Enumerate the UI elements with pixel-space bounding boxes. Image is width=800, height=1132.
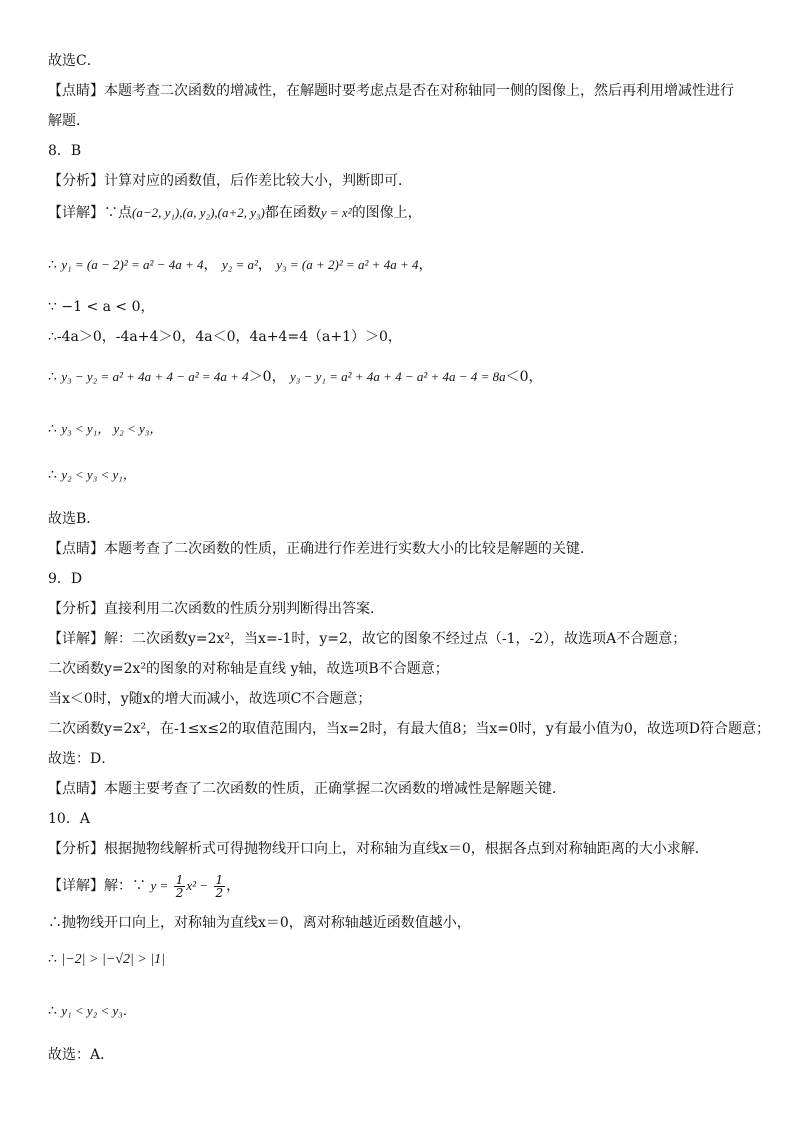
- math-line: [48, 872, 240, 900]
- text-line: 二次函数y=2x²的图象的对称轴是直线 y轴，故选项B不合题意；: [48, 661, 449, 677]
- text-run: 都在函数: [264, 205, 321, 221]
- text-run: 【详解】∵点: [48, 205, 132, 221]
- text-line: 故选C．: [48, 53, 101, 69]
- text-run: ，: [226, 878, 241, 894]
- fraction-denominator: 2: [175, 885, 184, 900]
- math-line: [48, 950, 165, 969]
- therefore-symbol: ∴: [48, 467, 57, 483]
- question-number: 9．D: [48, 571, 83, 587]
- fraction-denominator: 2: [215, 885, 224, 900]
- text-line: ∴抛物线开口向上，对称轴为直线x＝0，离对称轴越近函数值越小，: [48, 915, 471, 931]
- math-expression: y₁ = (a − 2)² = a² − 4a + 4: [61, 257, 204, 272]
- fraction: [174, 874, 186, 899]
- fraction: [214, 874, 226, 899]
- math-line: ∵ −1 < a < 0，: [48, 299, 155, 315]
- math-expression: x² −: [186, 878, 209, 893]
- text-line: 【分析】直接利用二次函数的性质分别判断得出答案．: [48, 601, 384, 617]
- text-run: 【详解】解：∵: [48, 878, 146, 894]
- therefore-symbol: ∴: [48, 951, 57, 967]
- text-line: 二次函数y=2x²，在-1≤x≤2的取值范围内，当x=2时，有最大值8；当x=0时，y有最小值为0，故选项D符合题意；: [48, 721, 770, 737]
- text-line: 解题．: [48, 113, 90, 129]
- text-line: 故选：A．: [48, 1047, 115, 1063]
- math-line: ∴ y₁ = (a − 2)² = a² − 4a + 4， y₂ = a²， y₃ = (a + 2)² = a² + 4a + 4，: [48, 257, 433, 273]
- math-expression: y = x²: [320, 205, 352, 220]
- therefore-symbol: ∴: [48, 1003, 57, 1019]
- math-expression: |−2| > |−√2| > |1|: [61, 952, 165, 967]
- math-line: [48, 466, 136, 484]
- math-expression: y₂ = a²: [221, 257, 258, 272]
- text-line: 【分析】根据抛物线解析式可得抛物线开口向上，对称轴为直线x＝0，根据各点到对称轴距离的大小求解．: [48, 841, 709, 857]
- text-line: 【点睛】本题考查了二次函数的性质，正确进行作差进行实数大小的比较是解题的关键．: [48, 541, 594, 557]
- question-number: 10．A: [48, 811, 90, 827]
- text-line: 当x＜0时，y随x的增大而减小，故选项C不合题意；: [48, 691, 372, 707]
- text-line: 【点睛】本题主要考查了二次函数的性质，正确掌握二次函数的增减性是解题关键．: [48, 781, 566, 797]
- math-line: ∴-4a＞0，-4a+4＞0，4a＜0，4a+4=4（a+1）＞0，: [48, 329, 402, 345]
- math-expression: y₃ − y₁ = a² + 4a + 4 − a² + 4a − 4 = 8a: [290, 369, 506, 384]
- fraction-numerator: 1: [175, 872, 184, 887]
- therefore-symbol: ∴: [48, 421, 57, 437]
- text-run: 的图像上，: [351, 205, 422, 221]
- therefore-symbol: ∴: [48, 257, 57, 273]
- therefore-symbol: ∴: [48, 369, 57, 385]
- text-line: [48, 204, 422, 222]
- math-expression: y =: [150, 878, 169, 893]
- text-line: 故选B．: [48, 511, 101, 527]
- math-expression: y₃ = (a + 2)² = a² + 4a + 4: [276, 257, 419, 272]
- text-line: 【详解】解：二次函数y=2x²，当x=-1时，y=2，故它的图象不经过点（-1，-2），故选项A不合题意；: [48, 631, 687, 647]
- math-line: [48, 420, 162, 438]
- question-number: 8．B: [48, 143, 82, 159]
- math-expression: y₃ < y₁， y₂ < y₃，: [61, 421, 163, 436]
- fraction-numerator: 1: [215, 872, 224, 887]
- text-line: 【点睛】本题考查二次函数的增减性，在解题时要考虑点是否在对称轴同一侧的图像上，然后再利用增减性进行: [48, 83, 734, 99]
- math-expression: y₁ < y₂ < y₃．: [61, 1003, 136, 1018]
- math-expression: y₂ < y₃ < y₁，: [61, 467, 136, 482]
- text-run: ＞0，: [248, 369, 286, 385]
- text-line: 故选：D．: [48, 751, 116, 767]
- math-expression: y₃ − y₂ = a² + 4a + 4 − a² = 4a + 4: [61, 369, 249, 384]
- text-run: ＜0，: [505, 369, 543, 385]
- text-line: 【分析】计算对应的函数值，后作差比较大小，判断即可．: [48, 173, 412, 189]
- math-line: [48, 1002, 136, 1020]
- math-expression: (a−2, y₁),(a, y₂),(a+2, y₃): [132, 205, 265, 220]
- math-line: [48, 368, 543, 386]
